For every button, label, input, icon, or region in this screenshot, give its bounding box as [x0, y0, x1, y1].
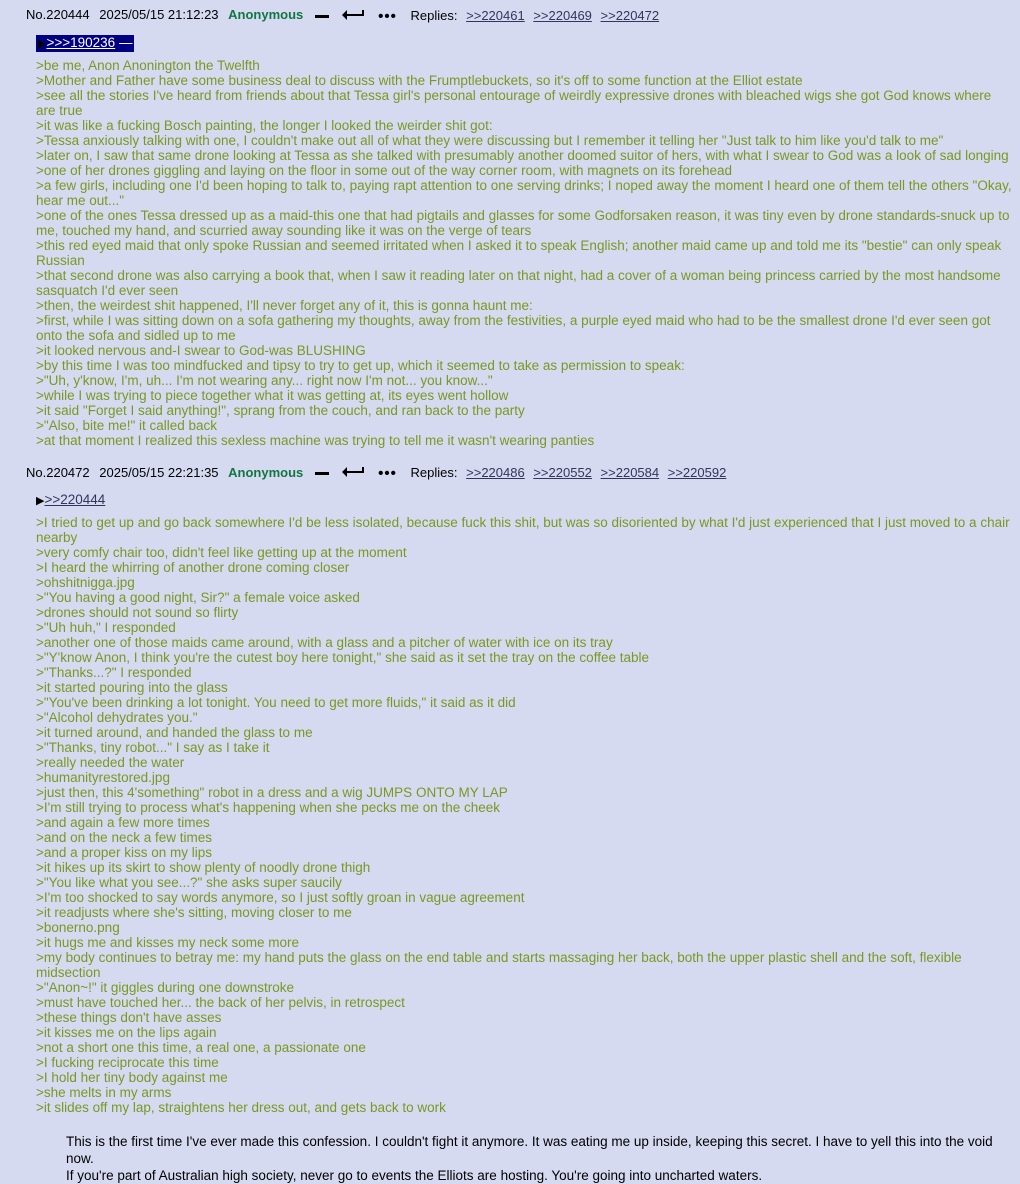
reply-link[interactable]: >>220472 [600, 7, 660, 23]
post-body [36, 492, 1014, 1184]
quote-line: >that second drone was also carrying a book that, when I saw it reading later on that night, had a cover of a woman being princess carried by the most handsome sasquatch I'd ever seen [36, 267, 1001, 298]
quote-line: >it kisses me on the lips again [36, 1025, 217, 1041]
backlink-arrow-icon: ▶ [36, 495, 45, 508]
quote-line: >while I was trying to piece together what it was getting at, its eyes went hollow [36, 387, 509, 403]
quote-line: >"Also, bite me!" it called back [36, 417, 218, 433]
quote-line: >this red eyed maid that only spoke Russian and seemed irritated when I asked it to speak English; another maid came up and told me its "bestie" can only speak Russian [36, 237, 1002, 268]
reply-arrow-icon[interactable] [341, 465, 365, 482]
reply-link[interactable]: >>220469 [533, 7, 592, 23]
quote-line: >see all the stories I've heard from friends about that Tessa girl's personal entourage of weirdly expressive drones with bleached wigs she got God knows where are true [36, 87, 992, 118]
quote-line: >it started pouring into the glass [36, 680, 228, 696]
quote-line: >it was like a fucking Bosch painting, the longer I looked the weirder shit got: [36, 117, 493, 133]
more-options-icon[interactable]: ••• [378, 465, 397, 483]
quote-line: >"You having a good night, Sir?" a female voice asked [36, 590, 360, 606]
quote-line: >not a short one this time, a real one, a passionate one [36, 1040, 366, 1056]
post-spacer [0, 448, 1020, 462]
quote-line: >very comfy chair too, didn't feel like getting up at the moment [36, 545, 407, 561]
post [0, 462, 1020, 1184]
replies-label: Replies: [410, 465, 458, 481]
backlink[interactable]: >>220444 [44, 492, 106, 508]
quote-line: >it said "Forget I said anything!", sprang from the couch, and ran back to the party [36, 402, 525, 418]
highlighted-reference [36, 35, 1014, 52]
quote-line: >and again a few more times [36, 815, 210, 831]
quote-line: >ohshitnigga.jpg [36, 575, 135, 591]
replies-label: Replies: [410, 7, 458, 23]
quote-line: >and on the neck a few times [36, 830, 212, 846]
quote-line: >"Thanks, tiny robot..." I say as I take it [36, 740, 270, 756]
quote-line: >"Uh, y'know, I'm, uh... I'm not wearing any... right now I'm not... you know..." [36, 372, 493, 388]
quote-line: >"Uh huh," I responded [36, 620, 176, 636]
post-conclusion [66, 1133, 1014, 1184]
collapse-icon[interactable] [315, 15, 329, 18]
backlink-line [36, 492, 1014, 509]
quote-line: >later on, I saw that same drone looking at Tessa as she talked with presumably another doomed suitor of hers, with what I swear to God was a look of sad longing [36, 147, 1009, 163]
quote-line: >a few girls, including one I'd been hoping to talk to, paying rapt attention to one serving drinks; I noped away the moment I heard one of them tell the others "Okay, hear me out..." [36, 177, 1012, 208]
quote-line: >it hikes up its skirt to show plenty of noodly drone thigh [36, 860, 371, 876]
quote-line: >then, the weirdest shit happened, I'll never forget any of it, this is gonna haunt me: [36, 297, 533, 313]
post-date: 2025/05/15 22:21:35 [99, 464, 219, 480]
quote-line: >I hold her tiny body against me [36, 1070, 228, 1086]
post-header [6, 464, 1014, 483]
quote-line: >really needed the water [36, 755, 185, 771]
quote-line: >"Anon~!" it giggles during one downstroke [36, 980, 295, 996]
highlight-suffix: — [118, 34, 133, 50]
quote-line: >and a proper kiss on my lips [36, 845, 212, 861]
collapse-icon[interactable] [315, 472, 329, 475]
quote-line: >humanityrestored.jpg [36, 770, 170, 786]
highlight-ref-box[interactable] [36, 35, 134, 52]
quote-line: >be me, Anon Anonington the Twelfth [36, 57, 260, 73]
reply-link[interactable]: >>220552 [533, 465, 592, 481]
quote-line: >"You've been drinking a lot tonight. You need to get more fluids," it said as it did [36, 695, 516, 711]
quote-line: >first, while I was sitting down on a sofa gathering my thoughts, away from the festivities, a purple eyed maid who had to be the smallest drone I'd ever seen got onto the sofa and sidled up to me [36, 312, 991, 343]
more-options-icon[interactable]: ••• [378, 7, 397, 25]
post-author: Anonymous [228, 7, 304, 22]
quote-line: >I tried to get up and go back somewhere I'd be less isolated, because fuck this shit, but was so disoriented by what I'd just experienced that I just moved to a chair nearby [36, 515, 1010, 546]
quote-line: >bonerno.png [36, 920, 120, 936]
quote-line: >it hugs me and kisses my neck some more [36, 935, 299, 951]
conclusion-line-1: This is the first time I've ever made this confession. I couldn't fight it anymore. It was eating me up inside, keeping this secret. I have to yell this into the void now. [66, 1134, 993, 1167]
reply-arrow-icon[interactable] [341, 8, 365, 25]
quote-line: >Tessa anxiously talking with one, I couldn't make out all of what they were discussing but I remember it telling her "Just talk to him like you'd talk to me" [36, 132, 944, 148]
post-header-icons [315, 7, 659, 25]
post-header-icons [315, 464, 726, 482]
quote-line: >I fucking reciprocate this time [36, 1055, 219, 1071]
quote-line: >it turned around, and handed the glass to me [36, 725, 313, 741]
quote-line: >"You like what you see...?" she asks super saucily [36, 875, 342, 891]
quote-line: >"Y'know Anon, I think you're the cutest boy here tonight," she said as it set the tray on the coffee table [36, 650, 649, 666]
quote-line: >my body continues to betray me: my hand puts the glass on the end table and starts massaging her back, both the upper plastic shell and the soft, flexible midsection [36, 950, 962, 981]
quote-line: >"Alcohol dehydrates you." [36, 710, 198, 726]
quote-line: >drones should not sound so flirty [36, 605, 239, 621]
quote-line: >just then, this 4'something" robot in a dress and a wig JUMPS ONTO MY LAP [36, 785, 508, 801]
quote-line: >I'm still trying to process what's happening when she pecks me on the cheek [36, 800, 501, 816]
post-date: 2025/05/15 21:12:23 [99, 7, 219, 22]
post-author: Anonymous [228, 464, 304, 480]
quote-line: >must have touched her... the back of her pelvis, in retrospect [36, 995, 405, 1011]
quote-line: >one of the ones Tessa dressed up as a maid-this one that had pigtails and glasses for some Godforsaken reason, it was tiny even by drone standards-snuck up to me, touched my hand, and scurried away sounding like it was on the verge of tears [36, 207, 1010, 238]
quote-line: >it slides off my lap, straightens her dress out, and gets back to work [36, 1100, 446, 1116]
quote-line: >at that moment I realized this sexless machine was trying to tell me it wasn't wearing panties [36, 432, 595, 448]
conclusion-line-2: If you're part of Australian high society, never go to events the Elliots are hosting. You're going into uncharted waters. [66, 1168, 763, 1184]
quote-line: >another one of those maids came around, with a glass and a pitcher of water with ice on its tray [36, 635, 613, 651]
quote-line: >Mother and Father have some business deal to discuss with the Frumptlebuckets, so it's off to some function at the Elliot estate [36, 72, 803, 88]
quote-line: >"Thanks...?" I responded [36, 665, 192, 681]
reply-link[interactable]: >>220486 [466, 465, 525, 481]
quote-line: >I heard the whirring of another drone coming closer [36, 560, 350, 576]
quote-line: >I'm too shocked to say words anymore, so I just softly groan in vague agreement [36, 890, 525, 906]
quote-line: >she melts in my arms [36, 1085, 172, 1101]
reply-link[interactable]: >>220461 [466, 7, 525, 23]
quote-line: >these things don't have asses [36, 1010, 222, 1026]
quote-line: >by this time I was too mindfucked and tipsy to try to get up, which it seemed to take as permission to speak: [36, 357, 685, 373]
post-number[interactable]: No.220444 [26, 7, 90, 22]
post-body [36, 35, 1014, 448]
cross-thread-link[interactable]: >>>190236 [46, 34, 116, 50]
post-header [6, 6, 1014, 25]
post [0, 4, 1020, 448]
reply-link[interactable]: >>220592 [667, 465, 727, 481]
quote-line: >one of her drones giggling and laying on the floor in some out of the way corner room, with magnets on its forehead [36, 162, 733, 178]
backlink-arrow-icon: ▶ [38, 37, 47, 50]
post-number[interactable]: No.220472 [26, 464, 90, 480]
quote-line: >it readjusts where she's sitting, moving closer to me [36, 905, 352, 921]
reply-link[interactable]: >>220584 [600, 465, 660, 481]
quote-line: >it looked nervous and-I swear to God-was BLUSHING [36, 342, 366, 358]
